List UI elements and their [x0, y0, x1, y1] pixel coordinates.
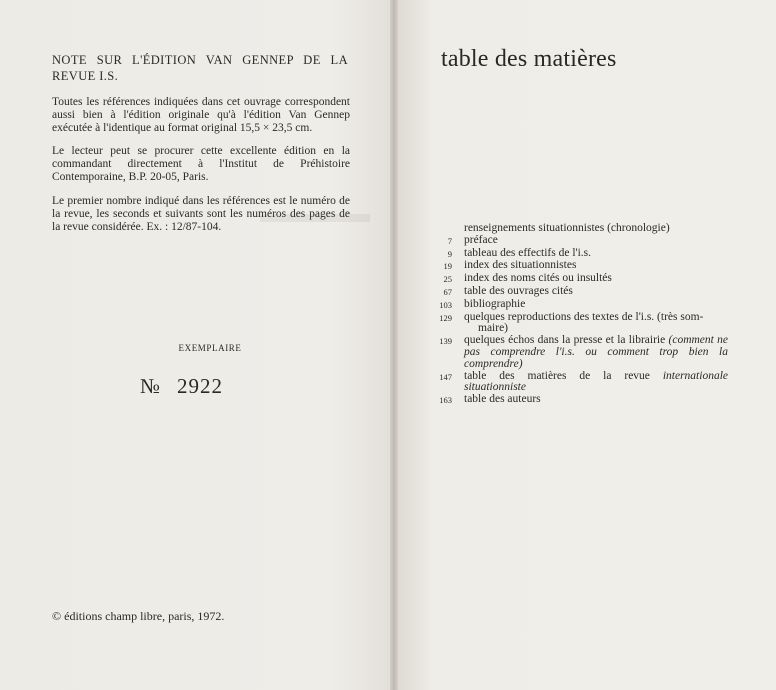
copyright-line: © éditions champ libre, paris, 1972. — [52, 609, 225, 623]
toc-title: préface — [464, 233, 498, 246]
toc-entry — [418, 335, 728, 370]
toc-page-number: 129 — [439, 312, 452, 323]
toc-entry — [418, 235, 728, 248]
toc-page-number: 147 — [439, 371, 452, 382]
toc-title-italic: (comment ne pas comprendre l'i.s. ou comment trop bien la comprendre) — [464, 334, 729, 370]
toc-page-number: 163 — [439, 395, 452, 406]
toc-page-number: 25 — [443, 274, 452, 285]
table-of-contents — [418, 223, 728, 407]
toc-page-number: 7 — [447, 235, 452, 246]
toc-entry — [418, 394, 728, 407]
references-paragraph: Toutes les références indiquées dans cet ouvrage correspondent aussi bien à l'édition originale qu'à l'édition Van Gennep exécutée à l'identique au format original 15,5 × 23,5 cm. — [52, 96, 350, 134]
numbering-paragraph: Le premier nombre indiqué dans les références est le numéro de la revue, les seconds et suivants sont les numéros des pages de la revue considérée. Ex. : 12/87-104. — [52, 195, 350, 233]
numero-symbol: № — [140, 374, 162, 398]
toc-entry — [418, 312, 728, 336]
toc-title-line: quelques reproductions des textes de l'i.s. (très som- — [464, 310, 704, 323]
toc-title-continuation: maire) — [478, 322, 509, 335]
numero-value: 2922 — [177, 374, 224, 398]
copy-number — [140, 374, 223, 399]
toc-entry — [418, 286, 728, 299]
toc-title — [464, 335, 728, 370]
exemplaire-label: EXEMPLAIRE — [178, 343, 242, 353]
toc-entry — [418, 371, 728, 395]
toc-page-number: 139 — [439, 336, 452, 347]
toc-heading: table des matières — [441, 46, 617, 72]
toc-page-number: 19 — [443, 261, 452, 272]
toc-title: table des ouvrages cités — [464, 284, 573, 297]
ordering-paragraph: Le lecteur peut se procurer cette excellente édition en la commandant directement à l'Institut de Préhistoire Contemporaine, B.P. 20-05, Paris. — [52, 145, 350, 183]
toc-title: index des noms cités ou insultés — [464, 272, 612, 285]
toc-title: bibliographie — [464, 297, 526, 310]
toc-title: index des situationnistes — [464, 259, 577, 272]
toc-page-number: 67 — [443, 286, 452, 297]
toc-title — [464, 371, 728, 395]
toc-title: tableau des effectifs de l'i.s. — [464, 246, 592, 259]
toc-page-number — [418, 223, 452, 224]
toc-page-number: 9 — [447, 248, 452, 259]
toc-title-line: table des matières de la revue — [464, 369, 650, 382]
toc-title — [464, 312, 728, 336]
toc-title: renseignements situationnistes (chronologie) — [464, 222, 670, 234]
toc-title: table des auteurs — [464, 393, 541, 406]
toc-title-line: quelques échos dans la presse et la librairie — [464, 334, 666, 347]
toc-title-italic: internationale situationniste — [464, 369, 728, 394]
book-gutter — [390, 0, 398, 690]
note-title: NOTE SUR L'ÉDITION VAN GENNEP DE LA REVUE I.S. — [52, 53, 348, 83]
toc-page-number: 103 — [439, 299, 452, 310]
